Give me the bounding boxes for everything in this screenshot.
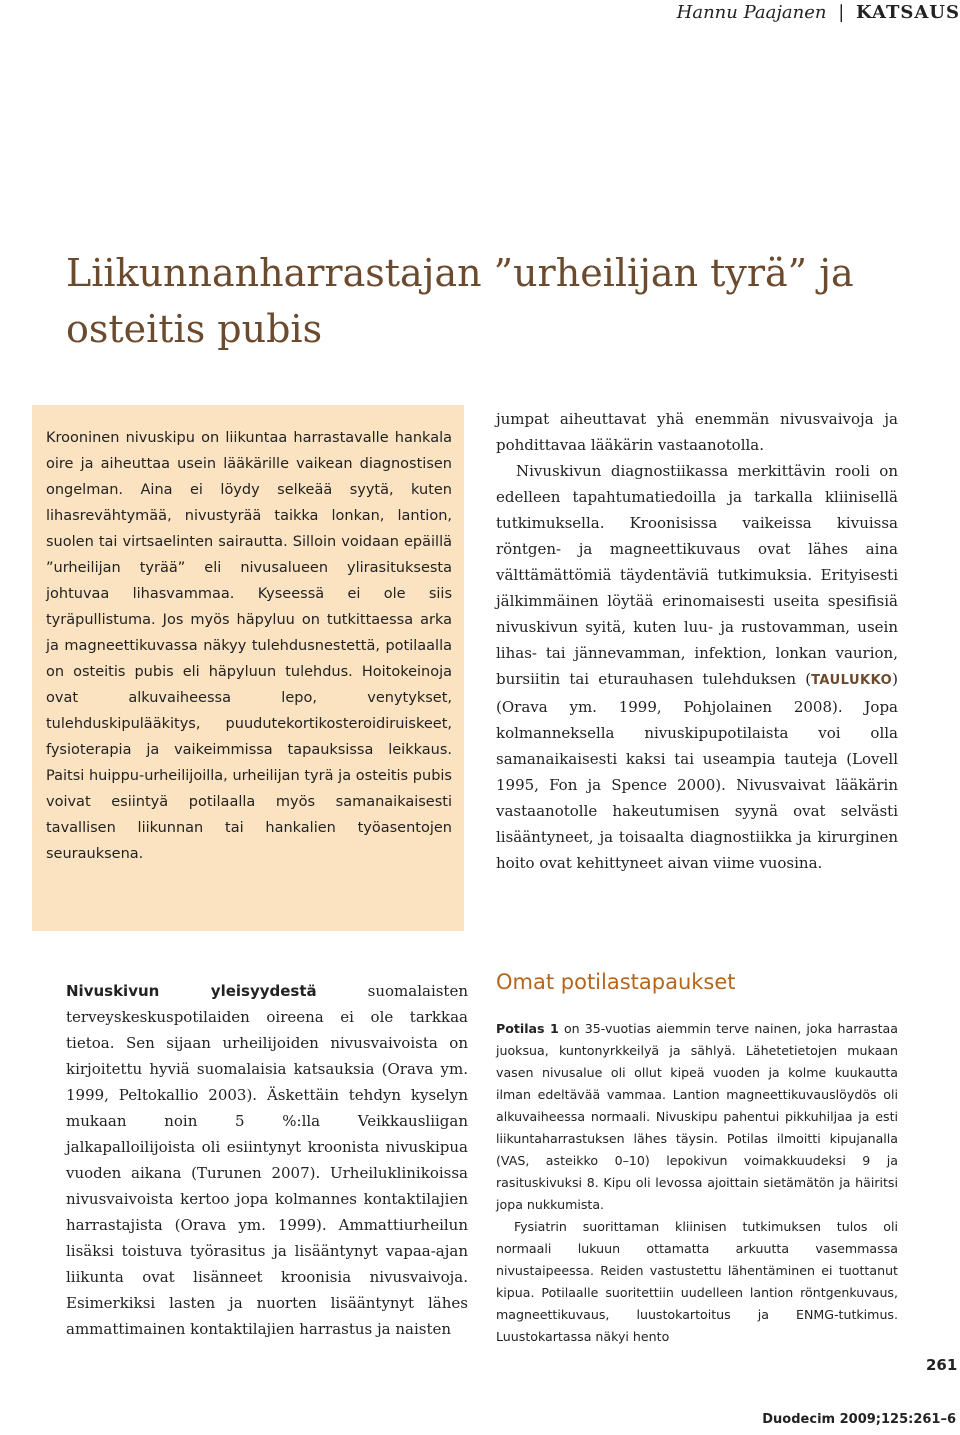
paragraph-text: suomalaisten terveyskeskuspotilaiden oireena ei ole tarkkaa tietoa. Sen sijaan urheilijoiden nivusvaivoista on kirjoitettu hyviä suomalaisia katsauksia (Orava ym. 1999, Peltokallio 2003). Äskettäin tehdyn kyselyn mukaan noin 5 %:lla Veikkausliigan jalkapalloilijoista oli esiintynyt kroonista nivuskipua vuoden aikana (Turunen 2007). Urheiluklinikoissa nivusvaivoista kertoo jopa kolmannes kontaktilajien harrastajista (Orava ym. 1999). Ammattiurheilun lisäksi toistuva työrasitus ja lisääntynyt vapaa-ajan liikunta ovat lisänneet kroonisia nivusvaivoja. Esimerkiksi lasten ja nuorten lisääntynyt lähes ammattimainen kontaktilajien harrastus ja naisten (66, 982, 468, 1338)
journal-footer: Duodecim 2009;125:261–6 (762, 1412, 956, 1427)
paragraph (496, 458, 898, 876)
paragraph (496, 1018, 898, 1216)
page-number: 261 (926, 1356, 958, 1374)
paragraph (66, 978, 468, 1342)
paragraph: jumpat aiheuttavat yhä enemmän nivusvaivoja ja pohdittavaa lääkärin vastaanotolla. (496, 410, 898, 454)
header-section: KATSAUS (856, 2, 960, 23)
abstract-text: Krooninen nivuskipu on liikuntaa harrastavalle hankala oire ja aiheuttaa usein lääkärille vaikean diagnostisen ongelman. Aina ei löydy selkeää syytä, kuten lihasrevähtymää, nivustyrää taikka lonkan, lantion, suolen tai virtsaelinten sairautta. Silloin voidaan epäillä ”urheilijan tyrää” eli nivusalueen ylirasituksesta johtuvaa lihasvammaa. Kyseessä ei ole siis tyräpullistuma. Jos myös häpyluu on tutkittaessa arka ja magneettikuvassa näkyy tulehdusnestettä, potilaalla on osteitis pubis eli häpyluun tulehdus. Hoitokeinoja ovat alkuvaiheessa lepo, venytykset, tulehduskipulääkitys, puudutekortikosteroidiruiskeet, fysioterapia ja vaikeimmissa tapauksissa leikkaus. Paitsi huippu-urheilijoilla, urheilijan tyrä ja osteitis pubis voivat esiintyä potilaalla myös samanaikaisesti tavallisen liikunnan tai hankalien työasentojen seurauksena. (46, 430, 452, 862)
left-column-bottom (66, 978, 468, 1342)
paragraph-text: ) (Orava ym. 1999, Pohjolainen 2008). Jopa kolmanneksella nivuskipupotilaista voi olla samanaikaisesti kaksi tai useampia tauteja (Lovell 1995, Fon ja Spence 2000). Nivusvaivat lääkärin vastaanotolle hakeutumisen syynä ovat selvästi lisääntyneet, ja toisaalta diagnostiikka ja kirurginen hoito ovat kehittyneet aivan viime vuosina. (496, 670, 898, 872)
right-column-top (496, 406, 898, 876)
paragraph-lead: Nivuskivun yleisyydestä (66, 982, 317, 1000)
running-header (677, 2, 960, 23)
paragraph-lead: Potilas 1 (496, 1021, 559, 1036)
paragraph-text: Nivuskivun diagnostiikassa merkittävin rooli on edelleen tapahtumatiedoilla ja tarkalla kliinisellä tutkimuksella. Kroonisissa vaikeissa kivuissa röntgen- ja magneettikuvaus ovat lähes aina välttämättömiä täydentäviä tutkimuksia. Erityisesti jälkimmäinen löytää erinomaisesti useita spesifisiä nivuskivun syitä, kuten luu- ja rustovamman, usein lihas- tai jännevamman, infektion, lonkan vaurion, bursiitin tai eturauhasen tulehduksen ( (496, 462, 898, 688)
paragraph-text: on 35-vuotias aiemmin terve nainen, joka harrastaa juoksua, kuntonyrkkeilyä ja sählyä. Lähetetietojen mukaan vasen nivusalue oli ollut kipeä vuoden ja kolme kuukautta ilman edeltävää vammaa. Lantion magneettikuvauslöydös oli alkuvaiheessa normaali. Nivuskipu pahentui pikkuhiljaa ja esti liikuntaharrastuksen lähes täysin. Potilas ilmoitti kipujanalla (VAS, asteikko 0–10) lepokivun voimakkuudeksi 9 ja rasituskivuksi 8. Kipu oli levossa ajoittain sietämätön ja häiritsi jopa nukkumista. (496, 1021, 898, 1212)
table-reference: TAULUKKO (811, 673, 893, 688)
article-title: Liikunnanharrastajan ”urheilijan tyrä” ja osteitis pubis (66, 251, 854, 351)
header-separator: | (838, 2, 845, 23)
section-heading: Omat potilastapaukset (496, 970, 736, 994)
case-section (496, 1018, 898, 1348)
header-author: Hannu Paajanen (676, 2, 827, 23)
paragraph: Fysiatrin suorittaman kliinisen tutkimuksen tulos oli normaali lukuun ottamatta arkuutta vasemmassa nivustaipeessa. Reiden vastustettu lähentäminen ei tuottanut kipua. Potilaalle suoritettiin uudelleen lantion röntgenkuvaus, magneettikuvaus, luustokartoitus ja ENMG-tutkimus. Luustokartassa näkyi hento (496, 1219, 898, 1344)
abstract-box (32, 405, 464, 931)
